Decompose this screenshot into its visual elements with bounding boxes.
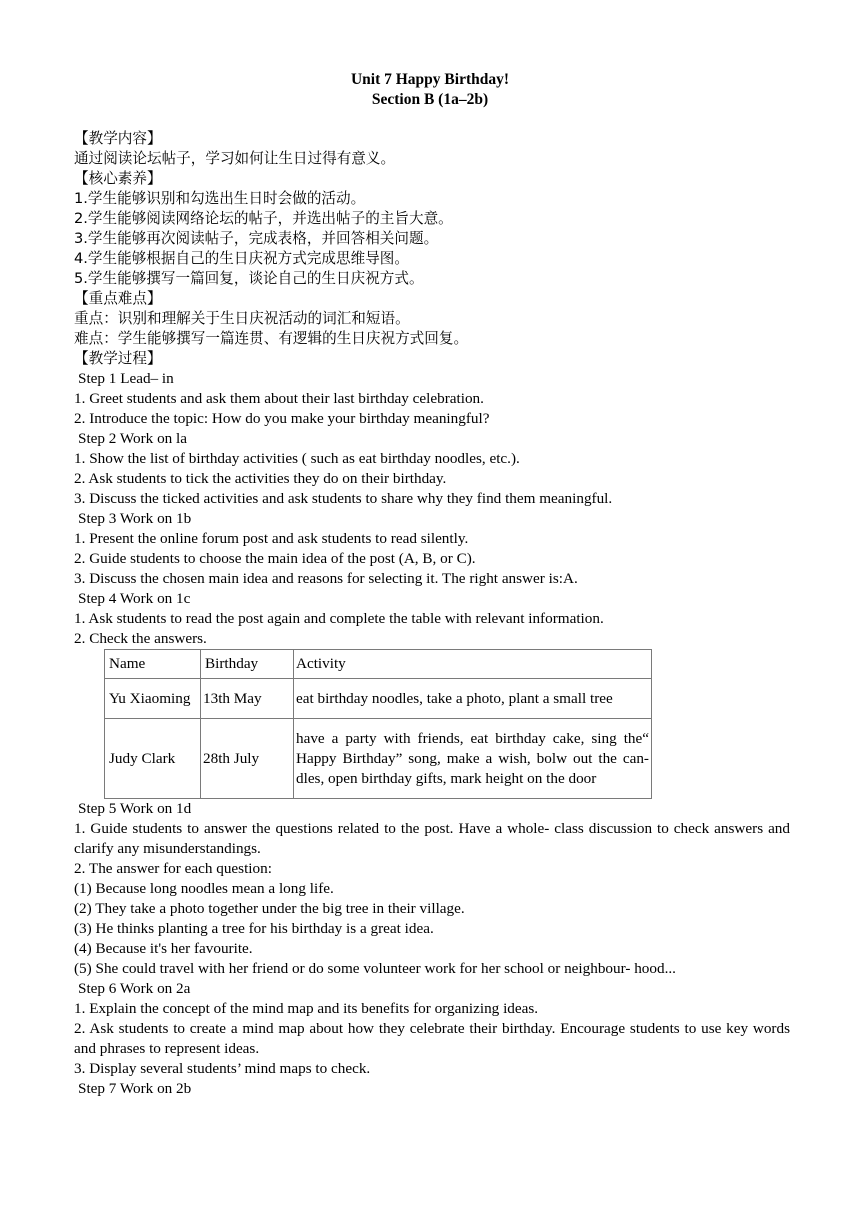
step-item: 2. Guide students to choose the main idea of the post (A, B, or C). — [74, 550, 476, 567]
answer-item: (5) She could travel with her friend or do some volunteer work for her school or neighbour- hood... — [74, 960, 676, 977]
step-item: 2. The answer for each question: — [74, 860, 272, 877]
step-item: 3. Display several students’ mind maps to check. — [74, 1060, 371, 1077]
step-item: 1. Guide students to answer the questions related to the post. Have a whole- class discussion to check answers and clarify any misunderstandings. — [74, 820, 790, 857]
section-heading-key-points: 【重点难点】 — [74, 290, 162, 307]
answer-item: (2) They take a photo together under the big tree in their village. — [74, 900, 465, 917]
literacy-item: 3.学生能够再次阅读帖子，完成表格，并回答相关问题。 — [74, 230, 439, 247]
section-heading-content: 【教学内容】 — [74, 130, 162, 147]
step-title: Step 6 Work on 2a — [78, 980, 191, 997]
section-heading-process: 【教学过程】 — [74, 350, 162, 367]
step-item: 3. Discuss the ticked activities and ask students to share why they find them meaningful. — [74, 490, 613, 507]
step-item: 2. Introduce the topic: How do you make your birthday meaningful? — [74, 410, 490, 427]
table-row — [105, 719, 652, 799]
table-cell: 28th July — [201, 719, 294, 799]
step-title: Step 4 Work on 1c — [78, 590, 191, 607]
step-item: 2. Ask students to create a mind map about how they celebrate their birthday. Encourage students to use key words and phrases to represent ideas. — [74, 1020, 790, 1057]
table-cell: Yu Xiaoming — [105, 679, 201, 719]
answer-table — [104, 649, 652, 799]
literacy-item: 1.学生能够识别和勾选出生日时会做的活动。 — [74, 190, 366, 207]
step-title: Step 1 Lead– in — [78, 370, 174, 387]
step-title: Step 3 Work on 1b — [78, 510, 192, 527]
difficult-points-text: 难点：学生能够撰写一篇连贯、有逻辑的生日庆祝方式回复。 — [74, 330, 469, 347]
table-cell: eat birthday noodles, take a photo, plant a small tree — [294, 679, 652, 719]
document-body — [74, 129, 790, 1099]
step-item: 2. Check the answers. — [74, 630, 207, 647]
literacy-item: 4.学生能够根据自己的生日庆祝方式完成思维导图。 — [74, 250, 409, 267]
table-cell: Judy Clark — [105, 719, 201, 799]
answer-item: (4) Because it's her favourite. — [74, 940, 253, 957]
step-item: 1. Present the online forum post and ask students to read silently. — [74, 530, 469, 547]
answer-item: (3) He thinks planting a tree for his birthday is a great idea. — [74, 920, 434, 937]
document-subtitle: Section B (1a–2b) — [371, 91, 489, 108]
step-item: 3. Discuss the chosen main idea and reasons for selecting it. The right answer is:A. — [74, 570, 578, 587]
step-item: 1. Explain the concept of the mind map and its benefits for organizing ideas. — [74, 1000, 539, 1017]
step-title: Step 2 Work on la — [78, 430, 188, 447]
table-header-cell: Birthday — [201, 650, 294, 679]
table-cell: have a party with friends, eat birthday cake, sing the“ Happy Birthday” song, make a wish, bolw out the can- dles, open birthday gifts, mark height on the door — [294, 719, 652, 799]
step-title: Step 7 Work on 2b — [78, 1080, 192, 1097]
table-header-row — [105, 650, 652, 679]
table-cell: 13th May — [201, 679, 294, 719]
step-item: 1. Greet students and ask them about their last birthday celebration. — [74, 390, 484, 407]
table-header-cell: Name — [105, 650, 201, 679]
step-item: 1. Ask students to read the post again and complete the table with relevant information. — [74, 610, 604, 627]
section-heading-literacy: 【核心素养】 — [74, 170, 162, 187]
step-item: 1. Show the list of birthday activities ( such as eat birthday noodles, etc.). — [74, 450, 520, 467]
document-title: Unit 7 Happy Birthday! — [350, 71, 510, 88]
literacy-item: 2.学生能够阅读网络论坛的帖子，并选出帖子的主旨大意。 — [74, 210, 453, 227]
step-item: 2. Ask students to tick the activities they do on their birthday. — [74, 470, 447, 487]
table-row — [105, 679, 652, 719]
table-header-cell: Activity — [294, 650, 652, 679]
literacy-item: 5.学生能够撰写一篇回复，谈论自己的生日庆祝方式。 — [74, 270, 424, 287]
step-title: Step 5 Work on 1d — [78, 800, 192, 817]
answer-item: (1) Because long noodles mean a long life. — [74, 880, 334, 897]
content-text: 通过阅读论坛帖子，学习如何让生日过得有意义。 — [74, 150, 396, 167]
key-points-text: 重点：识别和理解关于生日庆祝活动的词汇和短语。 — [74, 310, 410, 327]
